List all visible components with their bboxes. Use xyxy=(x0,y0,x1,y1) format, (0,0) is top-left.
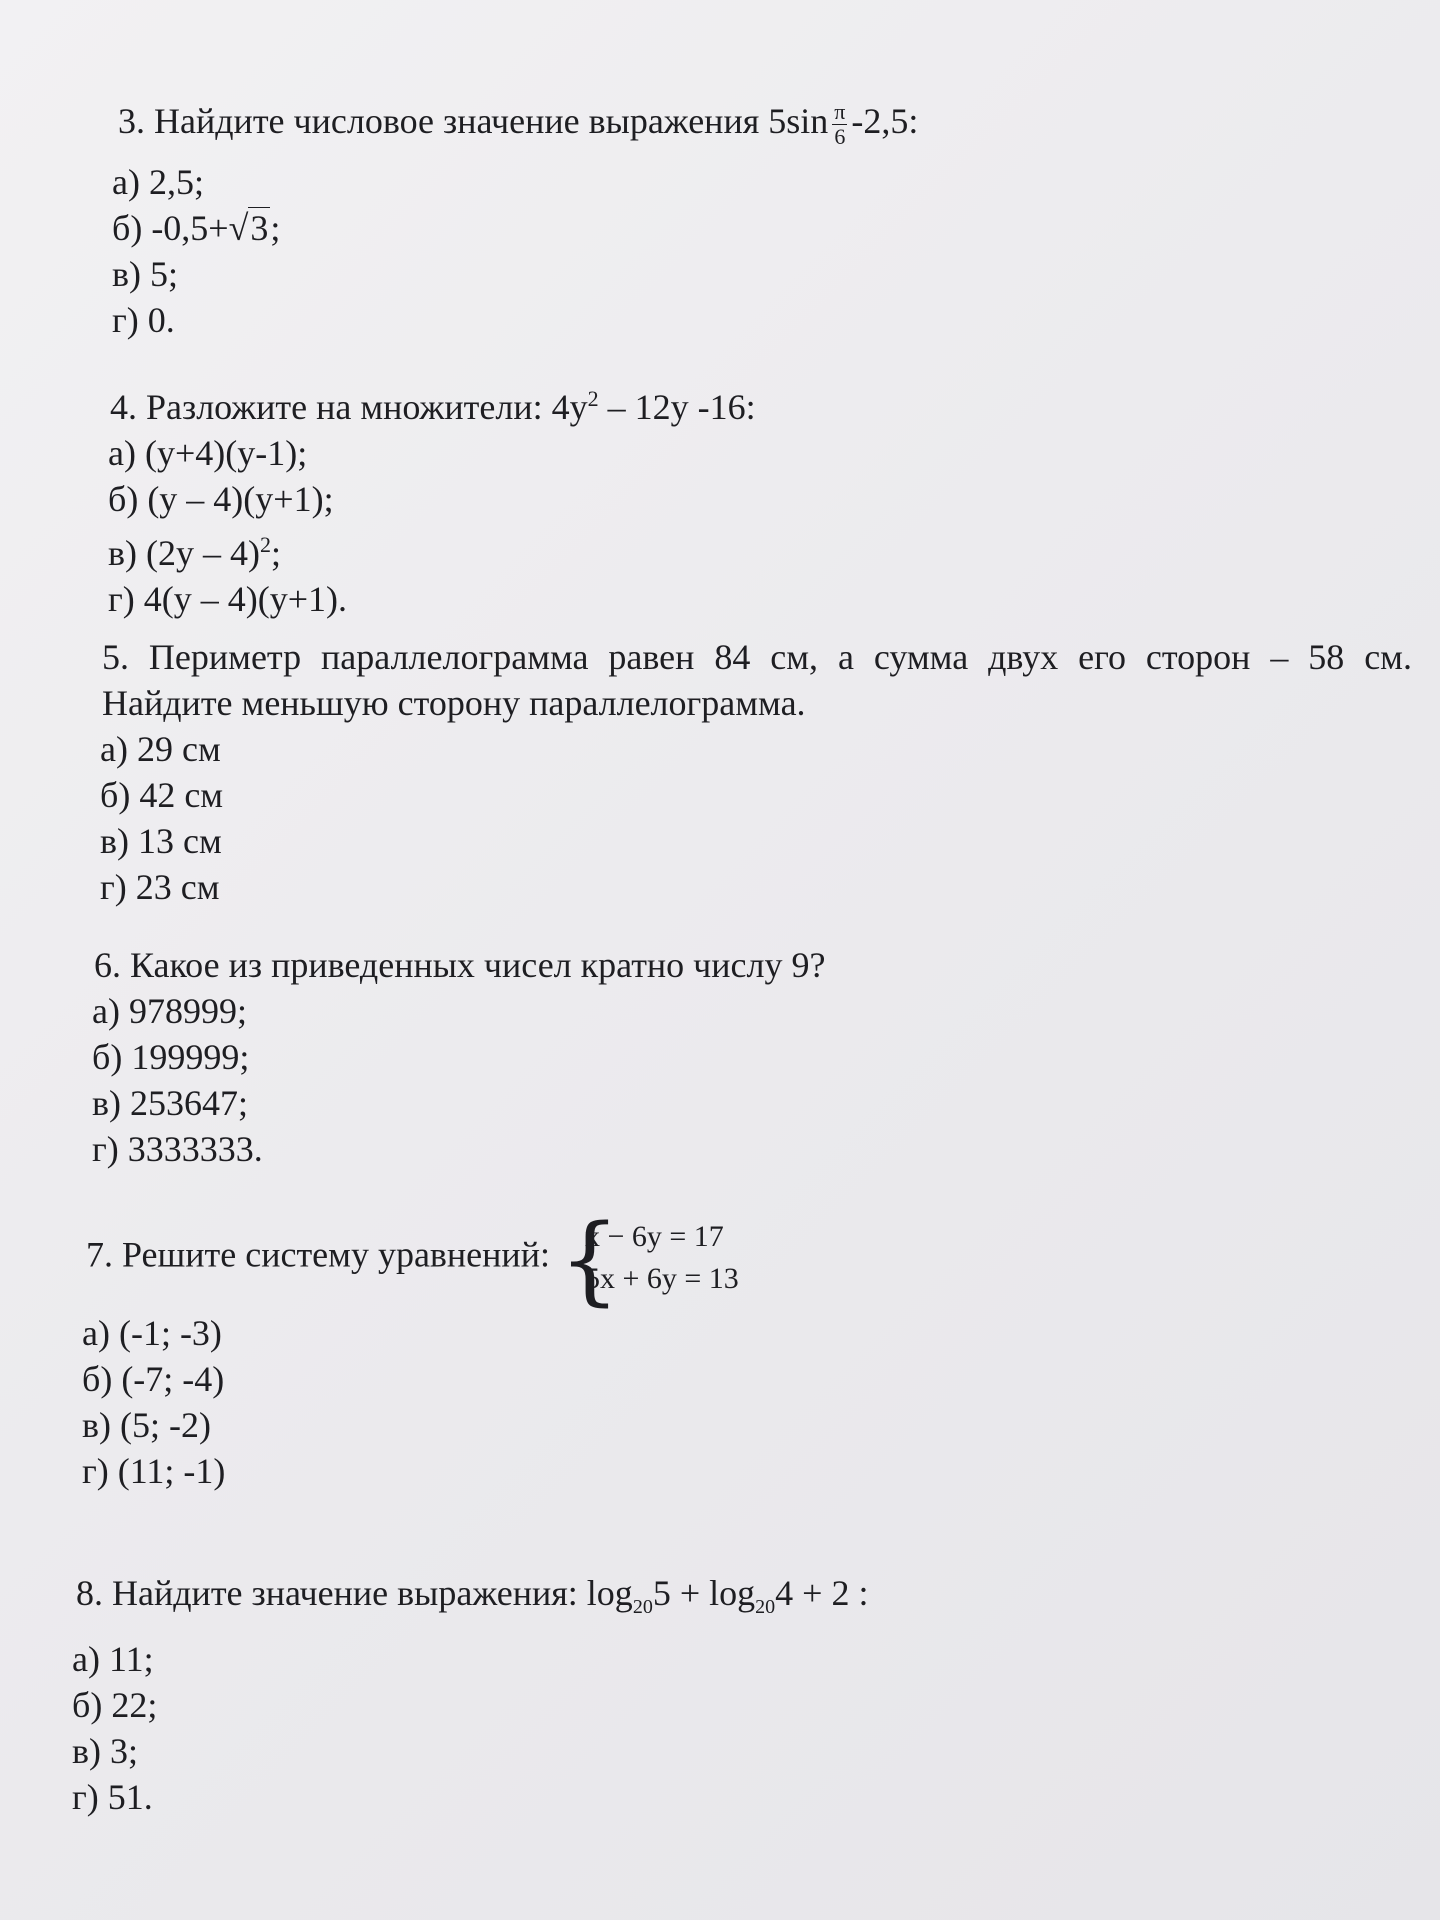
option-c xyxy=(72,1728,868,1774)
option-letter: г) xyxy=(82,1451,109,1491)
option-letter: а) xyxy=(108,433,136,473)
option-d xyxy=(100,864,1412,910)
exponent: 2 xyxy=(587,386,599,411)
option-b xyxy=(92,1034,825,1080)
option-c xyxy=(100,818,1412,864)
question-number: 7. xyxy=(86,1234,113,1275)
option-a xyxy=(92,988,825,1034)
option-letter: в) xyxy=(108,533,137,573)
option-text: 0. xyxy=(147,300,175,341)
option-letter: а) xyxy=(72,1639,100,1680)
option-text: 3; xyxy=(110,1731,139,1772)
square-root xyxy=(229,205,271,251)
option-d xyxy=(82,1448,739,1494)
option-text: 42 см xyxy=(139,775,224,815)
expr-rest: – 12y -16: xyxy=(598,387,756,427)
option-b xyxy=(112,205,918,251)
question-number: 6. xyxy=(94,945,121,985)
exponent: 2 xyxy=(259,532,271,557)
option-letter: в) xyxy=(100,821,129,861)
option-letter: в) xyxy=(82,1405,111,1445)
option-letter: б) xyxy=(100,775,131,815)
option-letter: г) xyxy=(100,867,127,907)
question-8-title xyxy=(76,1570,868,1630)
word: двух xyxy=(988,637,1059,677)
sqrt-sign: √ xyxy=(228,208,249,249)
word: см. xyxy=(1364,637,1412,677)
log-argument: 5 + xyxy=(652,1573,710,1613)
word: Периметр xyxy=(148,637,302,677)
option-a xyxy=(82,1310,739,1356)
option-text: (-7; -4) xyxy=(121,1359,225,1399)
question-7-title xyxy=(86,1204,739,1316)
option-b xyxy=(108,476,756,522)
question-text: Решите систему уравнений: xyxy=(122,1234,550,1275)
option-letter: в) xyxy=(112,254,141,295)
option-text: (y+4)(y-1); xyxy=(144,433,308,473)
option-b xyxy=(72,1682,868,1728)
word: сумма xyxy=(873,637,969,677)
question-number: 3. xyxy=(118,101,145,141)
option-letter: а) xyxy=(100,729,128,769)
option-letter: а) xyxy=(82,1313,110,1353)
equation-1: x − 6y = 17 xyxy=(584,1220,724,1253)
option-text: 253647; xyxy=(130,1083,249,1123)
question-6-title xyxy=(94,942,825,988)
option-text: 5; xyxy=(150,254,179,295)
question-text: Разложите на множители: xyxy=(146,387,543,427)
radicand: 3 xyxy=(250,208,269,249)
option-letter: в) xyxy=(72,1731,101,1772)
option-letter: б) xyxy=(72,1685,103,1726)
option-letter: а) xyxy=(92,991,120,1031)
option-letter: г) xyxy=(108,579,135,619)
option-text-end: ; xyxy=(270,533,281,573)
word: его xyxy=(1078,637,1126,677)
option-letter: б) xyxy=(92,1037,123,1077)
word: – xyxy=(1270,637,1289,677)
option-a xyxy=(100,726,1412,772)
option-d xyxy=(72,1774,868,1820)
question-5-line-2: Найдите меньшую сторону параллелограмма. xyxy=(102,683,806,723)
option-text: 2,5; xyxy=(148,162,204,203)
option-c xyxy=(108,522,756,576)
option-text: 11; xyxy=(108,1639,154,1680)
question-5 xyxy=(102,634,1412,910)
log-base: 20 xyxy=(632,1596,653,1619)
option-text: (5; -2) xyxy=(120,1405,211,1445)
option-text: 29 см xyxy=(136,729,221,769)
log: log xyxy=(586,1573,633,1613)
fraction-numerator: π xyxy=(834,99,846,125)
word: см, xyxy=(770,637,819,677)
expr-base: 4y xyxy=(551,387,588,427)
option-a xyxy=(72,1636,868,1682)
option-text: 23 см xyxy=(135,867,220,907)
question-text: Найдите числовое значение выражения xyxy=(154,101,760,141)
option-d xyxy=(108,576,756,622)
option-text: (11; -1) xyxy=(117,1451,226,1491)
word: равен xyxy=(608,637,695,677)
option-letter: г) xyxy=(92,1129,119,1169)
word: 58 xyxy=(1308,637,1345,677)
option-text: (y – 4)(y+1); xyxy=(147,479,334,519)
brace: { xyxy=(558,1204,621,1316)
question-7 xyxy=(82,1204,739,1494)
option-text: 199999; xyxy=(131,1037,250,1077)
question-5-line-1 xyxy=(102,634,1412,680)
option-text: (-1; -3) xyxy=(118,1313,222,1353)
question-4-title xyxy=(110,376,756,430)
question-4 xyxy=(110,376,756,622)
option-text: 978999; xyxy=(128,991,247,1031)
option-letter: б) xyxy=(112,208,143,249)
question-3 xyxy=(112,98,919,343)
option-b xyxy=(100,772,1412,818)
option-text: -0,5+ xyxy=(151,208,229,249)
option-a xyxy=(112,159,918,205)
option-letter: а) xyxy=(112,162,140,203)
question-3-title xyxy=(118,98,918,149)
option-letter: г) xyxy=(112,300,139,341)
option-letter: б) xyxy=(108,479,139,519)
question-number: 4. xyxy=(110,387,137,427)
equation-system xyxy=(558,1204,739,1316)
question-8 xyxy=(72,1570,869,1820)
word: 84 xyxy=(714,637,751,677)
option-text: (2y – 4) xyxy=(146,533,260,573)
word: а xyxy=(837,637,854,677)
equation-2: 5x + 6y = 13 xyxy=(584,1262,739,1295)
option-text-end: ; xyxy=(270,208,281,249)
option-c xyxy=(82,1402,739,1448)
fraction-denominator: 6 xyxy=(834,124,846,150)
question-text: Какое из приведенных чисел кратно числу 9? xyxy=(130,945,826,985)
question-6 xyxy=(94,942,825,1172)
option-b xyxy=(82,1356,739,1402)
log: log xyxy=(709,1573,756,1613)
question-text: Найдите значение выражения: xyxy=(112,1573,578,1613)
option-letter: г) xyxy=(72,1777,99,1818)
option-text: 3333333. xyxy=(127,1129,263,1169)
word: параллелограмма xyxy=(321,637,589,677)
expr-suffix: -2,5: xyxy=(851,101,919,141)
question-number: 5. xyxy=(102,637,129,677)
option-d xyxy=(92,1126,825,1172)
option-a xyxy=(108,430,756,476)
option-d xyxy=(112,297,918,343)
expr-prefix: 5sin xyxy=(768,101,829,141)
option-text: 4(y – 4)(y+1). xyxy=(143,579,348,619)
option-text: 51. xyxy=(107,1777,153,1818)
fraction xyxy=(832,100,847,149)
option-letter: б) xyxy=(82,1359,113,1399)
log-base: 20 xyxy=(755,1596,776,1619)
question-number: 8. xyxy=(76,1573,103,1613)
option-c xyxy=(92,1080,825,1126)
word: сторон xyxy=(1145,637,1251,677)
option-c xyxy=(112,251,918,297)
option-letter: в) xyxy=(92,1083,121,1123)
option-text: 13 см xyxy=(138,821,222,861)
option-text: 22; xyxy=(111,1685,158,1726)
log-argument: 4 + 2 : xyxy=(775,1573,869,1613)
